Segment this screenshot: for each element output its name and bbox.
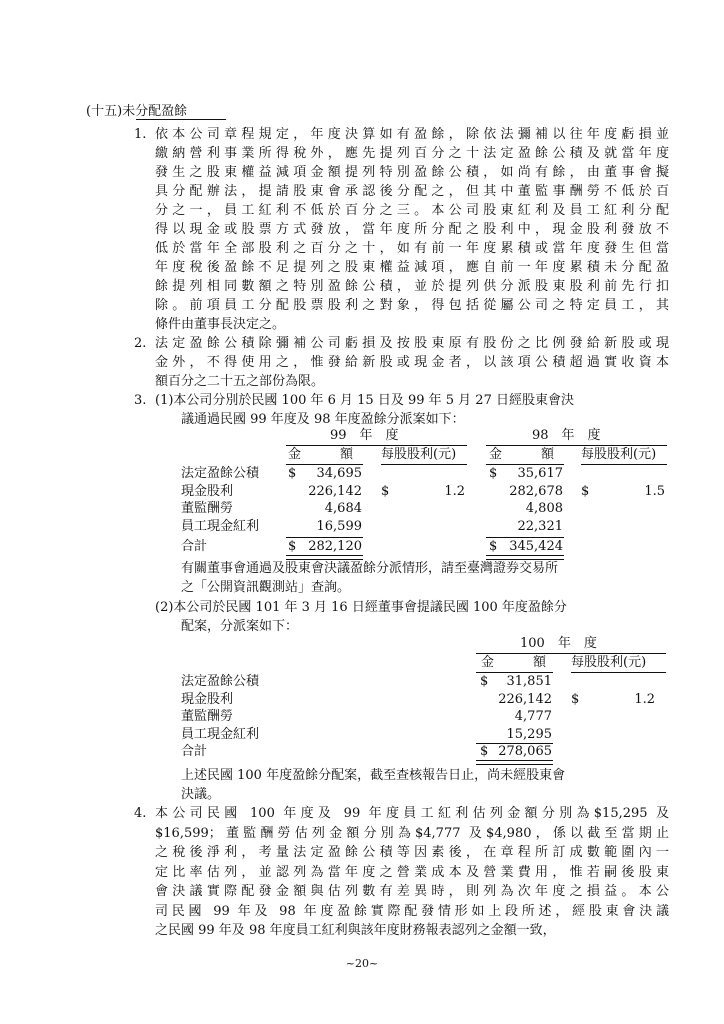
table2-row-dps (590, 674, 655, 690)
table2-row-dps (590, 727, 655, 743)
para2-number: 2. (134, 336, 147, 351)
table1-row-a-amount: 34,695 (316, 466, 362, 481)
para2-line: 額百分之二十五之部份為限。 (155, 374, 325, 389)
table1-sum-rule-b (486, 537, 564, 538)
para1-line: 依本公司章程規定，年度決算如有盈餘，除依法彌補以往年度虧損並 (155, 127, 669, 142)
table1-row-a-amount: 226,142 (308, 483, 362, 499)
para3-number: 3. (134, 393, 147, 408)
table1-row-a-currency: $ (288, 466, 297, 481)
para1-line: 得以現金或股票方式發放，當年度所分配之股利中，現金股利發放不 (155, 222, 669, 237)
table2-row-label: 法定盈餘公積 (181, 674, 260, 689)
table2-row-amount: 4,777 (514, 709, 552, 724)
para4-line: $16,599；董監酬勞估列金額分別為$4,777 及$4,980，係以截至當期止 (155, 825, 669, 841)
para1-line: 餘提列相同數額之特別盈餘公積，並於提列供分派股東股利前先行扣 (155, 279, 669, 294)
para3a-line-2: 議通過民國 99 年度及 98 年度盈餘分派案如下： (181, 412, 465, 427)
para2-line: 法定盈餘公積除彌補公司虧損及按股東原有股份之比例發給新股或現 (155, 336, 669, 351)
table2-total-currency: $ (480, 744, 489, 759)
table1-total-b: 345,424 (509, 539, 563, 554)
table1-row-b-currency: $ (489, 466, 498, 481)
note2-line-1: 上述民國 100 年度盈餘分配案，截至查核報告日止，尚未經股東會 (181, 768, 566, 783)
table1-row-label: 現金股利 (181, 483, 234, 499)
para2-line: 金外，不得使用之，惟發給新股或現金者，以該項公積超過實收資本 (155, 355, 669, 370)
table1-row-a-dps (400, 501, 465, 517)
table1-year-a: 99 年 度 (330, 428, 399, 443)
table2-row-amount: 226,142 (498, 691, 552, 707)
table1-col-amount-a: 金 額 (288, 447, 354, 462)
para1-number: 1. (134, 127, 147, 142)
table1-total-a-currency: $ (288, 539, 297, 554)
para1-line: 條件由董事長決定之。 (155, 317, 286, 332)
table2-row-label: 現金股利 (181, 691, 234, 707)
table1-head-rule-2 (381, 464, 467, 465)
note2-line-2: 決議。 (181, 787, 221, 802)
para4-line: 司民國 99 年及 98 年度盈餘實際配發情形如上段所述，經股東會決議 (155, 903, 669, 919)
table2-head-rule-2 (571, 672, 666, 673)
table1-head-rule-3 (486, 464, 564, 465)
table2-total: 278,065 (498, 744, 552, 759)
table1-rule-b (486, 445, 667, 446)
table2-row-dps-currency: $ (571, 691, 580, 707)
para1-line: 發生之股東權益減項金額提列特別盈餘公積，如尚有餘，由董事會擬 (155, 165, 669, 180)
section-title-text: (十五)未分配盈餘 (86, 104, 188, 119)
table1-col-amount-b: 金 額 (489, 447, 555, 462)
table2-col-dps: 每股股利(元) (571, 655, 647, 670)
para1-line: 分之一，員工紅利不低於百分之三。本公司股東紅利及員工紅利分配 (155, 203, 669, 218)
table1-row-b-amount: 22,321 (517, 518, 563, 534)
table1-rule-a (286, 445, 467, 446)
table1-row-b-dps (600, 519, 665, 535)
para1-line: 低於當年全部股利之百分之十，如有前一年度累積或當年度發生但當 (155, 241, 669, 256)
table2-year: 100 年 度 (520, 636, 597, 651)
table2-row-amount: 31,851 (506, 674, 552, 689)
note1-line-2: 之「公開資訊觀測站」查詢。 (181, 580, 351, 595)
para1-line: 具分配辦法，提請股東會承認後分配之，但其中董監事酬勞不低於百 (155, 184, 669, 199)
table1-row-label: 員工現金紅利 (181, 518, 260, 534)
table2-head-rule-1 (476, 672, 553, 673)
para1-line: 年度稅後盈餘不足提列之股東權益減項，應自前一年度累積未分配盈 (155, 260, 669, 275)
table1-year-b: 98 年 度 (532, 428, 601, 443)
para4-line: 定比率估列，並認列為當年度之營業成本及營業費用，惟若嗣後股東 (155, 864, 669, 880)
table1-row-b-dps-currency: $ (581, 483, 590, 499)
table1-row-b-amount: 4,808 (525, 501, 563, 516)
table1-total-a: 282,120 (308, 539, 362, 554)
table2-rule (476, 653, 666, 654)
para4-number: 4. (134, 806, 147, 821)
table1-head-rule-1 (286, 464, 363, 465)
para4-line: 本公司民國 100 年度及 99 年度員工紅利估列金額分別為$15,295 及 (155, 806, 669, 821)
table2-row-label: 員工現金紅利 (181, 726, 260, 742)
table1-row-a-amount: 4,684 (324, 501, 362, 516)
table2-row-label: 董監酬勞 (181, 709, 234, 724)
table1-row-a-dps (400, 466, 465, 482)
table1-total-b-currency: $ (489, 539, 498, 554)
table1-row-a-amount: 16,599 (316, 518, 362, 534)
para4-line: 之民國 99 年及 98 年度員工紅利與該年度財務報表認列之金額一致， (155, 923, 556, 938)
table1-col-dps-b: 每股股利(元) (581, 447, 657, 462)
table1-row-a-dps: 1.2 (444, 483, 465, 499)
table2-total-double-rule (476, 760, 553, 765)
table1-row-b-dps (600, 501, 665, 517)
para3b-line-2: 配案，分派案如下： (181, 619, 299, 634)
table2-row-dps: 1.2 (634, 691, 655, 707)
para3a-line-1: (1)本公司分別於民國 100 年 6 月 15 日及 99 年 5 月 27 日經股東會決 (155, 393, 574, 408)
para4-line: 之稅後淨利，考量法定盈餘公積等因素後，在章程所訂成數範圍內一 (155, 845, 669, 860)
para4-line: 會決議實際配發金額與估列數有差異時，則列為次年度之損益。本公 (155, 884, 669, 899)
note1-line-1: 有關董事會通過及股東會決議盈餘分派情形，請至臺灣證券交易所 (181, 561, 559, 576)
table2-row-amount: 15,295 (506, 726, 552, 742)
table2-total-label: 合計 (181, 744, 208, 759)
table2-row-currency: $ (480, 674, 489, 689)
table1-row-a-dps-currency: $ (381, 483, 390, 499)
table1-sum-rule-a (286, 537, 363, 538)
table1-row-b-dps (600, 466, 665, 482)
table2-col-amount: 金 額 (481, 655, 547, 670)
table1-row-label: 董監酬勞 (181, 501, 234, 516)
table1-head-rule-4 (581, 464, 667, 465)
para3b-line-1: (2)本公司於民國 101 年 3 月 16 日經董事會提議民國 100 年度盈餘分 (155, 600, 567, 615)
table1-col-dps-a: 每股股利(元) (381, 447, 457, 462)
table1-row-b-dps: 1.5 (644, 483, 665, 499)
table1-row-b-amount: 35,617 (517, 466, 563, 481)
table1-total-label: 合計 (181, 539, 208, 554)
page-number: ~20~ (345, 957, 379, 970)
table1-row-label: 法定盈餘公積 (181, 466, 260, 481)
table2-row-dps (590, 709, 655, 725)
section-title (86, 103, 187, 120)
para1-line: 繳納營利事業所得稅外，應先提列百分之十法定盈餘公積及就當年度 (155, 146, 669, 161)
table1-row-b-amount: 282,678 (509, 483, 563, 499)
section-title-underline (136, 119, 226, 120)
para1-line: 除。前項員工分配股票股利之對象，得包括從屬公司之特定員工，其 (155, 298, 669, 313)
table1-row-a-dps (400, 519, 465, 535)
